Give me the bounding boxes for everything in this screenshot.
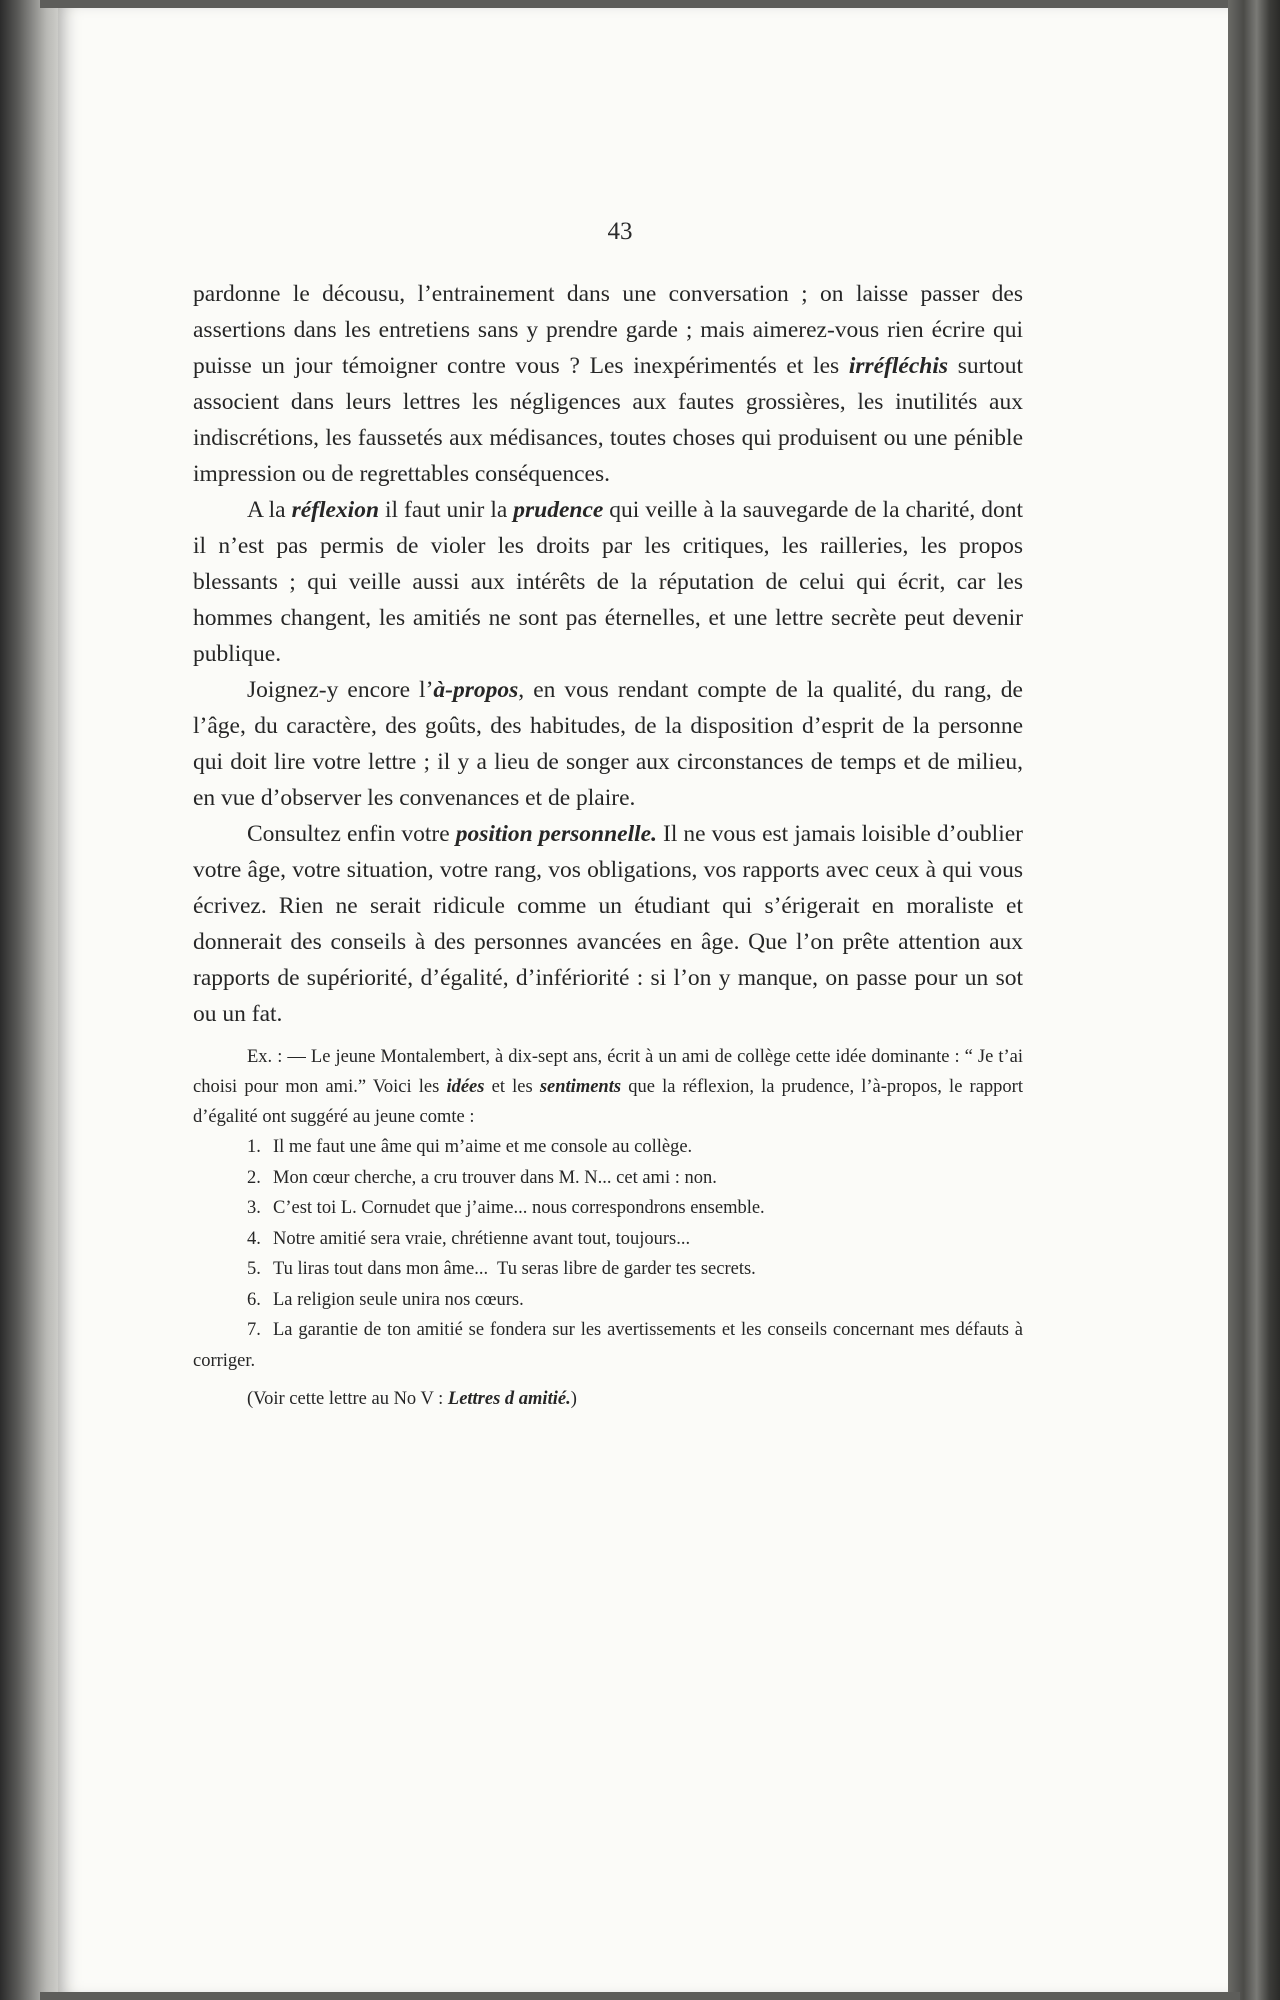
list-text: Notre amitié sera vraie, chrétienne avant tout, toujours... bbox=[273, 1228, 691, 1249]
list-number: 7. bbox=[247, 1320, 261, 1340]
list-number: 2. bbox=[247, 1167, 261, 1188]
paragraph bbox=[193, 816, 1023, 1032]
emphasized-term: idées bbox=[446, 1077, 485, 1097]
emphasized-term: sentiments bbox=[539, 1077, 622, 1097]
emphasized-term: irréfléchis bbox=[848, 353, 949, 379]
paragraph bbox=[193, 672, 1023, 816]
list-number: 1. bbox=[247, 1137, 261, 1157]
list-item bbox=[193, 1132, 1023, 1163]
reference-title: Lettres d amitié. bbox=[447, 1389, 571, 1409]
text-run: Il ne vous est jamais loisible d’oublier votre âge, votre situation, votre rang, vos obligations, vos rapports avec ceux à qui vous écrivez. Rien ne serait ridicule comme un étudiant qui s’érigerait en moraliste et donnerait des conseils à des personnes avancées en âge. Que l’on prête attention aux rapports de supériorité, d’égalité, d’infériorité : si l’on y manque, on passe pour un sot ou un fat. bbox=[193, 821, 1023, 1027]
list-item bbox=[193, 1285, 1023, 1316]
list-item bbox=[193, 1315, 1023, 1376]
page-stack-edge bbox=[1228, 0, 1280, 2000]
list-item bbox=[193, 1254, 1023, 1285]
list-number: 6. bbox=[247, 1289, 261, 1310]
list-text: Il me faut une âme qui m’aime et me console au collège. bbox=[273, 1137, 693, 1157]
emphasized-term: à-propos bbox=[433, 677, 519, 703]
emphasized-term: prudence bbox=[513, 497, 604, 523]
list-text: La religion seule unira nos cœurs. bbox=[273, 1289, 524, 1310]
text-run: qui veille à la sauvegarde de la charité, dont il n’est pas permis de violer les droits par les critiques, les railleries, les propos blessants ; qui veille aussi aux intérêts de la réputation de celui qui écrit, car les hommes changent, les amitiés ne sont pas éternelles, et une lettre secrète peut devenir publique. bbox=[193, 497, 1023, 667]
text-run: surtout associent dans leurs lettres les négligences aux fautes grossières, les inutilités aux indiscrétions, les faussetés aux médisances, toutes choses qui produisent ou une pénible impression ou de regrettables conséquences. bbox=[193, 353, 1023, 487]
text-run: Ex. : — Le jeune Montalembert, à dix-sept ans, écrit à un ami de collège cette idée dominante : “ Je t’ai choisi pour mon ami.” Voici les bbox=[193, 1047, 1023, 1097]
list-text: Mon cœur cherche, a cru trouver dans M. N... cet ami : non. bbox=[273, 1167, 717, 1188]
example-points bbox=[193, 1132, 1023, 1376]
letter-reference bbox=[193, 1384, 1023, 1414]
page-bottom-edge bbox=[40, 1992, 1240, 2000]
reference-suffix: ) bbox=[570, 1389, 577, 1409]
list-number: 5. bbox=[247, 1259, 261, 1279]
list-text: La garantie de ton amitié se fondera sur les avertissements et les conseils concernant mes défauts à corriger. bbox=[193, 1320, 1023, 1371]
reference-prefix: (Voir cette lettre au No V : bbox=[247, 1389, 448, 1409]
body-text bbox=[193, 276, 1023, 1414]
text-run: Joignez-y encore l’ bbox=[247, 677, 434, 703]
list-number: 3. bbox=[247, 1198, 261, 1218]
example-block bbox=[193, 1042, 1023, 1414]
emphasized-term: réflexion bbox=[291, 497, 380, 523]
paragraph bbox=[193, 492, 1023, 672]
list-text: Tu liras tout dans mon âme... Tu seras libre de garder tes secrets. bbox=[273, 1259, 756, 1279]
example-intro bbox=[193, 1042, 1023, 1132]
page-top-edge bbox=[40, 0, 1240, 8]
list-text: C’est toi L. Cornudet que j’aime... nous correspondrons ensemble. bbox=[273, 1198, 765, 1218]
page-number: 43 bbox=[607, 218, 633, 245]
text-run: A la bbox=[247, 497, 292, 523]
text-run: que la réflexion, la prudence, l’à-propos, le rapport d’égalité ont suggéré au jeune comte : bbox=[193, 1077, 1023, 1127]
list-item bbox=[193, 1163, 1023, 1194]
list-item bbox=[193, 1224, 1023, 1255]
text-run: pardonne le décousu, l’entrainement dans une conversation ; on laisse passer des assertions dans les entretiens sans y prendre garde ; mais aimerez-vous rien écrire qui puisse un jour témoigner contre vous ? Les inexpérimentés et les bbox=[193, 281, 1023, 379]
text-run: il faut unir la bbox=[379, 497, 514, 523]
list-item bbox=[193, 1193, 1023, 1224]
text-run: Consultez enfin votre bbox=[247, 821, 456, 847]
emphasized-term: position personnelle. bbox=[455, 821, 657, 847]
list-number: 4. bbox=[247, 1228, 261, 1249]
text-run: , en vous rendant compte de la qualité, du rang, de l’âge, du caractère, des goûts, des habitudes, de la disposition d’esprit de la personne qui doit lire votre lettre ; il y a lieu de songer aux circonstances de temps et de milieu, en vue d’observer les convenances et de plaire. bbox=[193, 677, 1023, 811]
paragraph bbox=[193, 276, 1023, 492]
text-run: et les bbox=[484, 1077, 540, 1097]
